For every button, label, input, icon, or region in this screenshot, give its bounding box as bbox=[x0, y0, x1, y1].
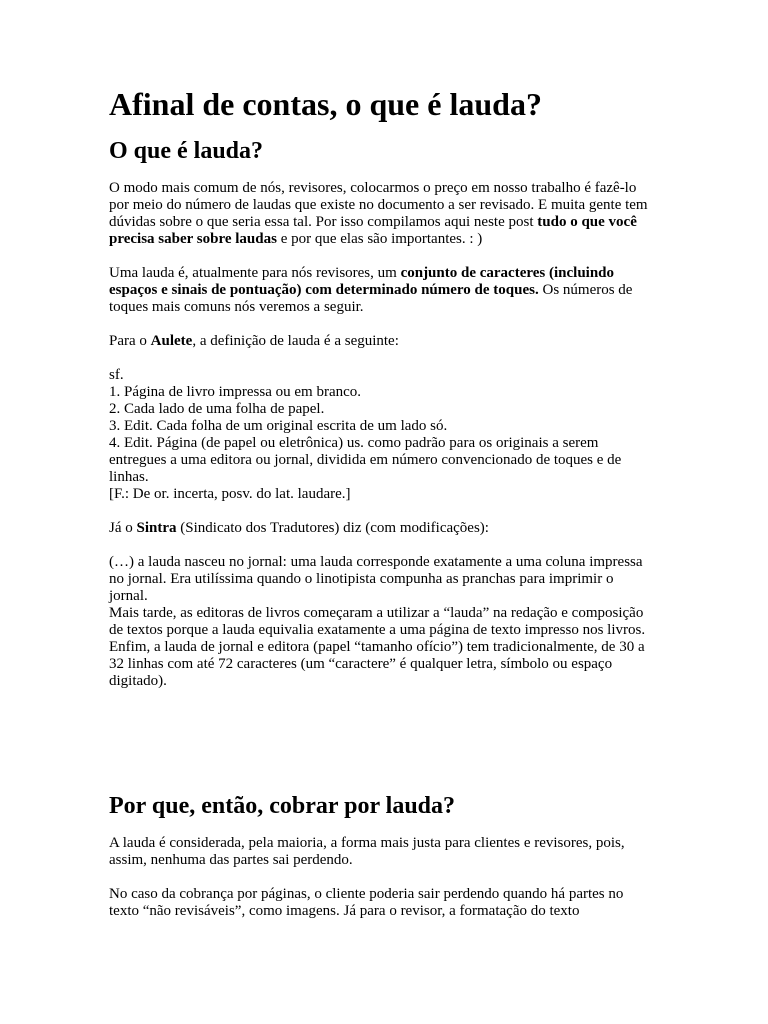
quote-line-3: Enfim, a lauda de jornal e editora (papel “tamanho ofício”) tem tradicionalmente, de 30 a 32 linhas com até 72 caracteres (um “caractere” é qualquer letra, símbolo ou espaço digitado). bbox=[109, 639, 645, 689]
intro-text-a: O modo mais comum de nós, revisores, colocarmos o preço em nosso trabalho é fazê-lo por meio do número de laudas que existe no documento a ser revisado. E muita gente tem dúvidas sobre o que seria essa tal. Por isso compilamos aqui neste post bbox=[109, 180, 648, 230]
intro-paragraph bbox=[109, 180, 654, 248]
why-paragraph-1: A lauda é considerada, pela maioria, a forma mais justa para clientes e revisores, pois, assim, nenhuma das partes sai perdendo. bbox=[109, 835, 625, 868]
page-title: Afinal de contas, o que é lauda? bbox=[109, 86, 542, 122]
intro-text-c: e por que elas são importantes. : ) bbox=[276, 231, 483, 247]
quote-line-2: Mais tarde, as editoras de livros começaram a utilizar a “lauda” na redação e composição de textos porque a lauda equivalia exatamente a uma página de texto impresso nos livros. bbox=[109, 605, 646, 638]
section-heading-what-is-lauda: O que é lauda? bbox=[109, 138, 264, 164]
definition-paragraph bbox=[109, 265, 654, 316]
sintra-quote bbox=[109, 554, 654, 690]
definition-item-2: 2. Cada lado de uma folha de papel. bbox=[109, 401, 325, 417]
section-spacer bbox=[109, 707, 654, 791]
definition-text-c: Os números de toques mais comuns nós veremos a seguir. bbox=[109, 282, 633, 315]
intro-text-bold: tudo o que você precisa saber sobre laudas bbox=[109, 214, 637, 247]
definition-item-1: 1. Página de livro impressa ou em branco. bbox=[109, 384, 362, 400]
dictionary-definition bbox=[109, 367, 654, 503]
definition-text-a: Uma lauda é, atualmente para nós revisores, um bbox=[109, 265, 401, 281]
definition-etymology: [F.: De or. incerta, posv. do lat. laudare.] bbox=[109, 486, 351, 502]
definition-sf: sf. bbox=[109, 367, 124, 383]
definition-text-bold: conjunto de caracteres (incluindo espaços e sinais de pontuação) com determinado número de toques. bbox=[109, 265, 615, 298]
section-heading-why-charge: Por que, então, cobrar por lauda? bbox=[109, 793, 456, 819]
sintra-text-a: Já o bbox=[109, 520, 137, 536]
aulete-paragraph bbox=[109, 333, 654, 350]
definition-item-3: 3. Edit. Cada folha de um original escrita de um lado só. bbox=[109, 418, 448, 434]
definition-item-4: 4. Edit. Página (de papel ou eletrônica) us. como padrão para os originais a serem entregues a uma editora ou jornal, dividida em número convencionado de toques e de linhas. bbox=[109, 435, 622, 485]
why-paragraph-2: No caso da cobrança por páginas, o cliente poderia sair perdendo quando há partes no texto “não revisáveis”, como imagens. Já para o revisor, a formatação do texto bbox=[109, 886, 624, 919]
aulete-text-a: Para o bbox=[109, 333, 151, 349]
sintra-name: Sintra bbox=[136, 520, 177, 536]
quote-line-1: (…) a lauda nasceu no jornal: uma lauda corresponde exatamente a uma coluna impressa no jornal. Era utilíssima quando o linotipista compunha as pranchas para imprimir o jornal. bbox=[109, 554, 643, 604]
sintra-text-c: (Sindicato dos Tradutores) diz (com modificações): bbox=[176, 520, 489, 536]
aulete-text-c: , a definição de lauda é a seguinte: bbox=[192, 333, 399, 349]
sintra-paragraph bbox=[109, 520, 654, 537]
aulete-name: Aulete bbox=[150, 333, 193, 349]
document-content bbox=[109, 84, 654, 937]
